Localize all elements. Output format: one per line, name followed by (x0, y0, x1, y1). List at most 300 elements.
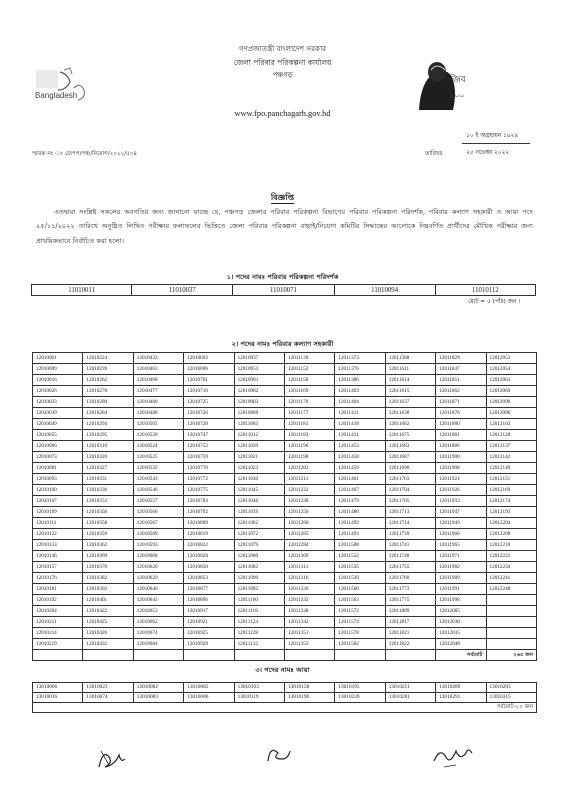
roll-cell: 12011152 (284, 364, 334, 375)
roll-cell: 13010016 (33, 693, 83, 703)
roll-cell: 12011493 (335, 529, 385, 540)
table-row-total (33, 703, 537, 713)
roll-cell: 12010009 (33, 364, 83, 375)
roll-cell: 12011132 (234, 639, 284, 650)
roll-cell: 12010828 (184, 551, 234, 562)
roll-cell: 12010770 (184, 463, 234, 474)
roll-cell: 12012193 (486, 507, 536, 518)
table-row (33, 540, 537, 551)
roll-cell: 12011118 (234, 606, 284, 617)
roll-cell: 12012090 (486, 397, 536, 408)
roll-cell: 13010315 (486, 693, 536, 703)
roll-cell: 12010181 (33, 584, 83, 595)
roll-cell: 12011467 (335, 485, 385, 496)
roll-cell: 12012137 (486, 441, 536, 452)
roll-cell: 12010039 (33, 408, 83, 419)
table-row (33, 364, 537, 375)
roll-cell: 12010157 (33, 562, 83, 573)
roll-cell: 12010710 (184, 386, 234, 397)
roll-cell: 13010074 (83, 693, 133, 703)
roll-cell: 12011080 (234, 551, 284, 562)
roll-cell: 12011886 (436, 441, 486, 452)
roll-cell: 12011177 (284, 408, 334, 419)
svg-text:১০০: ১০০ (449, 91, 465, 100)
roll-cell: 12012030 (436, 617, 486, 628)
roll-cell: 12010284 (83, 408, 133, 419)
roll-cell: 12011760 (385, 573, 435, 584)
roll-cell: 12011588 (385, 353, 435, 364)
roll-cell: 12011100 (234, 595, 284, 606)
roll-cell: 12011821 (385, 628, 435, 639)
roll-cell: 13010103 (234, 683, 284, 693)
district-name: পঞ্চগড় (272, 71, 293, 79)
roll-cell: 12011003 (234, 419, 284, 430)
roll-cell: 12011376 (335, 364, 385, 375)
roll-cell: 12011755 (385, 562, 435, 573)
roll-cell: 12010643 (133, 595, 183, 606)
roll-cell: 12012218 (486, 540, 536, 551)
table-row (33, 606, 537, 617)
roll-cell: 12012063 (486, 375, 536, 386)
roll-cell: 12010370 (83, 562, 133, 573)
signature-1-image (95, 743, 129, 773)
total-label: সর্বমোট (436, 650, 486, 661)
roll-cell: 12010567 (133, 518, 183, 529)
roll-cell: 12011713 (385, 507, 435, 518)
table-row (33, 375, 537, 386)
roll-cell: 12010925 (184, 628, 234, 639)
roll-cell: 12010629 (133, 573, 183, 584)
roll-cell: 12011326 (284, 584, 334, 595)
roll-cell: 13010086 (184, 693, 234, 703)
roll-cell: 12010525 (133, 452, 183, 463)
roll-cell: 12010896 (184, 595, 234, 606)
roll-cell: 13010085 (184, 683, 234, 693)
roll-cell: 12011637 (385, 397, 435, 408)
roll-cell: 12011991 (436, 584, 486, 595)
roll-cell: 12011614 (385, 375, 435, 386)
roll-cell: 12010822 (184, 540, 234, 551)
roll-cell: 12010316 (83, 441, 133, 452)
roll-cell: 12010382 (83, 573, 133, 584)
roll-cell: 12010953 (234, 364, 284, 375)
date-divider (462, 143, 530, 144)
roll-cell: 12010327 (83, 463, 133, 474)
roll-cell: 12011926 (436, 485, 486, 496)
roll-cell: 13010083 (133, 693, 183, 703)
roll-cell: 12010146 (33, 551, 83, 562)
roll-cell: 12012149 (486, 463, 536, 474)
roll-cell: 12010295 (83, 430, 133, 441)
roll-cell: 12010392 (83, 584, 133, 595)
roll-cell: 12011139 (284, 353, 334, 364)
roll-cell: 12011332 (284, 595, 334, 606)
roll-cell: 12010792 (184, 507, 234, 518)
roll-cell: 12011459 (335, 463, 385, 474)
table-row (33, 595, 537, 606)
roll-cell: 12012208 (486, 529, 536, 540)
table-row (33, 628, 537, 639)
roll-cell: 12010100 (33, 485, 83, 496)
roll-cell: 12010353 (83, 496, 133, 507)
roll-cell: 13010190 (284, 693, 334, 703)
roll-cell: 13010251 (385, 683, 435, 693)
roll-cell: 13010023 (83, 683, 133, 693)
roll-cell: 12010928 (184, 639, 234, 650)
roll-cell: 12011380 (335, 375, 385, 386)
table-row (32, 285, 536, 296)
roll-cell: 12012053 (486, 353, 536, 364)
roll-cell: 11010011 (32, 285, 132, 296)
roll-cell: 12010477 (133, 386, 183, 397)
roll-cell: 12011265 (284, 529, 334, 540)
roll-cell: 12011809 (385, 606, 435, 617)
memo-number: স্মারক নং ঃ জেপপ/পঞ্চ/নিয়োগ/২০২২/৫০৪ (32, 151, 138, 157)
roll-cell: 12010055 (33, 430, 83, 441)
roll-cell: 12011714 (385, 518, 435, 529)
roll-cell: 12012054 (486, 364, 536, 375)
roll-cell: 12010759 (184, 452, 234, 463)
table-row (33, 496, 537, 507)
roll-cell: 12012174 (486, 496, 536, 507)
roll-cell: 12010488 (133, 408, 183, 419)
roll-cell: 12010369 (83, 551, 133, 562)
roll-cell: 12010620 (133, 562, 183, 573)
roll-cell: 12011158 (284, 375, 334, 386)
table-row (33, 518, 537, 529)
roll-cell: 12010809 (184, 518, 234, 529)
roll-cell: 12012103 (486, 419, 536, 430)
roll-cell: 12012222 (486, 551, 536, 562)
roll-cell: 12010674 (133, 628, 183, 639)
roll-cell: 12011539 (335, 573, 385, 584)
roll-cell: 12011881 (436, 430, 486, 441)
roll-cell: 12011411 (335, 408, 385, 419)
table-row (33, 562, 537, 573)
roll-cell: 12010989 (234, 408, 284, 419)
roll-cell: 12011012 (234, 430, 284, 441)
roll-cell: 12010726 (184, 408, 234, 419)
roll-cell: 13010119 (234, 693, 284, 703)
roll-cell: 12010505 (133, 419, 183, 430)
notice-title: বিজ্ঞপ্তি (270, 192, 295, 202)
roll-cell: 12011578 (335, 628, 385, 639)
roll-cell: 12010433 (133, 353, 183, 364)
roll-cell: 12010214 (33, 628, 83, 639)
roll-cell: 11010037 (132, 285, 233, 296)
website-link[interactable]: www.fpo.panchagarh.gov.bd (234, 109, 331, 118)
roll-cell: 13010158 (284, 683, 334, 693)
roll-cell: 12011947 (436, 507, 486, 518)
roll-cell: 12011079 (234, 540, 284, 551)
roll-cell: 12011403 (335, 386, 385, 397)
roll-cell: 12011351 (284, 628, 334, 639)
roll-cell: 12011880 (436, 419, 486, 430)
roll-cell: 12010752 (184, 441, 234, 452)
roll-cell: 12011965 (436, 540, 486, 551)
post3-title: ৩। পদের নামঃ আয়া (255, 666, 310, 674)
post2-title: ২। পদের নামঃ পরিবার কল্যাণ সহকারী (231, 340, 334, 348)
roll-cell: 12011492 (335, 518, 385, 529)
table-row (33, 693, 537, 703)
post1-title: ১। পদের নামঃ পরিবার পরিকল্পনা পরিদর্শক (226, 273, 339, 281)
roll-cell: 12010133 (33, 540, 83, 551)
roll-cell (184, 650, 234, 661)
roll-cell: 12011638 (385, 408, 435, 419)
roll-cell (83, 650, 133, 661)
roll-cell: 12010211 (33, 617, 83, 628)
roll-cell: 12011741 (385, 540, 435, 551)
roll-cell: 12011687 (385, 452, 435, 463)
roll-cell: 12010401 (83, 595, 133, 606)
total-label: সর্বমোট-২০ জন (33, 703, 537, 713)
roll-cell: 13010281 (385, 693, 435, 703)
roll-cell: 12010775 (184, 485, 234, 496)
roll-cell: 12010546 (133, 485, 183, 496)
roll-cell: 12010107 (33, 496, 83, 507)
roll-cell: 13010289 (436, 683, 486, 693)
roll-cell: 12010524 (133, 441, 183, 452)
roll-cell: 12010422 (83, 606, 133, 617)
roll-cell: 11010071 (233, 285, 334, 296)
roll-cell: 12011871 (436, 397, 486, 408)
table-row (33, 683, 537, 693)
roll-cell (486, 617, 536, 628)
table-row-total (33, 650, 537, 661)
roll-cell: 13010295 (486, 683, 536, 693)
roll-cell: 12011431 (335, 430, 385, 441)
roll-cell: 12011703 (385, 474, 435, 485)
roll-cell (133, 650, 183, 661)
roll-cell: 12010543 (133, 474, 183, 485)
roll-cell: 12011284 (284, 540, 334, 551)
roll-cell: 12010983 (234, 397, 284, 408)
table-row (33, 551, 537, 562)
roll-cell: 12010280 (83, 397, 133, 408)
roll-cell: 12011338 (284, 606, 334, 617)
table-row (33, 452, 537, 463)
date-label: তারিখঃ (425, 151, 443, 157)
roll-cell: 12010176 (33, 573, 83, 584)
table-row (33, 584, 537, 595)
table-row (33, 419, 537, 430)
roll-cell: 12011949 (436, 518, 486, 529)
roll-cell: 12010432 (83, 639, 133, 650)
roll-cell: 12010001 (33, 353, 83, 364)
roll-cell: 12010640 (133, 584, 183, 595)
roll-cell: 12011045 (234, 485, 284, 496)
roll-cell: 12011924 (436, 474, 486, 485)
post1-roll-table (31, 284, 536, 296)
roll-cell: 12011260 (284, 518, 334, 529)
roll-cell: 12011020 (234, 441, 284, 452)
roll-cell: 11010094 (334, 285, 435, 296)
roll-cell: 12011704 (385, 485, 435, 496)
roll-cell: 12011222 (284, 485, 334, 496)
roll-cell: 12010468 (133, 375, 183, 386)
govt-title: গণপ্রজাতন্ত্রী বাংলাদেশ সরকার (238, 44, 327, 53)
roll-cell: 12011311 (284, 562, 334, 573)
roll-cell: 12010728 (184, 419, 234, 430)
roll-cell: 12012169 (486, 485, 536, 496)
roll-cell: 12010219 (33, 639, 83, 650)
roll-cell: 12011998 (436, 595, 486, 606)
roll-cell: 12011748 (385, 551, 435, 562)
roll-cell: 12011250 (284, 507, 334, 518)
roll-cell: 12010937 (234, 353, 284, 364)
roll-cell: 12011461 (335, 474, 385, 485)
roll-cell: 12010850 (184, 562, 234, 573)
total-value: ২৬৫ জন (486, 650, 536, 661)
table-row (33, 507, 537, 518)
roll-cell (486, 639, 536, 650)
roll-cell: 12012096 (486, 408, 536, 419)
roll-cell: 12010783 (184, 496, 234, 507)
roll-cell: 12010016 (33, 375, 83, 386)
roll-cell: 12011560 (335, 584, 385, 595)
table-row (33, 397, 537, 408)
roll-cell: 12010566 (133, 507, 183, 518)
roll-cell: 12010608 (133, 551, 183, 562)
roll-cell: 12011817 (385, 617, 435, 628)
roll-cell: 12011458 (335, 452, 385, 463)
table-row (33, 441, 537, 452)
roll-cell: 12011169 (284, 386, 334, 397)
roll-cell: 12011453 (335, 441, 385, 452)
table-row (33, 463, 537, 474)
roll-cell: 12011535 (335, 562, 385, 573)
roll-cell: 12011829 (436, 353, 486, 364)
roll-cell: 12011059 (234, 507, 284, 518)
roll-cell: 12012151 (486, 474, 536, 485)
roll-cell: 12011181 (284, 419, 334, 430)
roll-cell: 12010692 (184, 353, 234, 364)
roll-cell: 12011404 (335, 397, 385, 408)
roll-cell: 12011046 (234, 496, 284, 507)
roll-cell: 12012248 (486, 584, 536, 595)
table-row (33, 408, 537, 419)
roll-cell: 12012035 (436, 628, 486, 639)
signature-2-image (264, 743, 294, 765)
table-row (33, 386, 537, 397)
roll-cell: 12010981 (234, 375, 284, 386)
roll-cell: 12011847 (436, 364, 486, 375)
roll-cell: 12011203 (284, 463, 334, 474)
roll-cell: 12010653 (133, 606, 183, 617)
roll-cell: 12011989 (436, 573, 486, 584)
roll-cell: 12010725 (184, 397, 234, 408)
roll-cell: 12010921 (184, 617, 234, 628)
roll-cell: 12011563 (335, 595, 385, 606)
roll-cell (486, 628, 536, 639)
roll-cell: 12010772 (184, 474, 234, 485)
roll-cell: 12010358 (83, 518, 133, 529)
roll-cell: 12010557 (133, 496, 183, 507)
roll-cell: 12012128 (486, 430, 536, 441)
roll-cell: 12011238 (284, 496, 334, 507)
roll-cell: 12010111 (33, 518, 83, 529)
roll-cell: 12011479 (335, 496, 385, 507)
roll-cell: 12010362 (83, 540, 133, 551)
roll-cell: 12010917 (184, 606, 234, 617)
roll-cell: 12011211 (284, 474, 334, 485)
roll-cell: 12010593 (133, 540, 183, 551)
date-english: ২৫ নভেম্বর ২০২২ (466, 150, 510, 156)
roll-cell: 12010049 (33, 419, 83, 430)
roll-cell: 12011030 (234, 474, 284, 485)
roll-cell: 13010291 (436, 693, 486, 703)
roll-cell: 12011198 (284, 452, 334, 463)
table-row (33, 529, 537, 540)
svg-text:Bangladesh: Bangladesh (35, 91, 78, 100)
table-row (33, 573, 537, 584)
roll-cell: 12010122 (33, 529, 83, 540)
roll-cell: 12011023 (234, 463, 284, 474)
roll-cell: 12011775 (385, 595, 435, 606)
roll-cell: 12011480 (335, 507, 385, 518)
roll-cell: 12012048 (436, 639, 486, 650)
roll-cell: 12010026 (33, 386, 83, 397)
roll-cell: 13010082 (133, 683, 183, 693)
roll-cell: 12010239 (83, 364, 133, 375)
roll-cell: 12011316 (284, 573, 334, 584)
roll-cell: 12010109 (33, 507, 83, 518)
roll-cell (486, 606, 536, 617)
roll-cell: 12011982 (436, 562, 486, 573)
table-row (33, 639, 537, 650)
roll-cell: 12011128 (234, 628, 284, 639)
roll-cell: 13010239 (335, 693, 385, 703)
roll-cell: 12011021 (234, 452, 284, 463)
roll-cell: 12011072 (234, 529, 284, 540)
roll-cell: 12010701 (184, 375, 234, 386)
post1-total: মোট = ৫ (পাঁচ) জন । (468, 299, 521, 305)
roll-cell: 12010662 (133, 617, 183, 628)
roll-cell: 12011662 (385, 419, 435, 430)
roll-cell: 12011971 (436, 551, 486, 562)
table-row (33, 353, 537, 364)
roll-cell: 12011960 (436, 529, 486, 540)
roll-cell: 12012204 (486, 518, 536, 529)
roll-cell: 12011418 (335, 419, 385, 430)
table-row (33, 617, 537, 628)
roll-cell: 12010033 (33, 397, 83, 408)
signature-3-image (430, 741, 474, 771)
table-row (33, 485, 537, 496)
roll-cell: 12011196 (284, 441, 334, 452)
roll-cell: 12010356 (83, 507, 133, 518)
post2-roll-table (32, 352, 537, 661)
roll-cell: 12011822 (385, 639, 435, 650)
roll-cell (33, 650, 83, 661)
roll-cell: 12011683 (385, 441, 435, 452)
roll-cell: 12010819 (184, 529, 234, 540)
roll-cell: 12010224 (83, 353, 133, 364)
roll-cell: 12011773 (385, 584, 435, 595)
roll-cell: 12010192 (33, 595, 83, 606)
roll-cell: 12011739 (385, 529, 435, 540)
roll-cell: 12011572 (335, 606, 385, 617)
office-title: জেলা পরিবার পরিকল্পনা কার্যালয় (233, 58, 332, 67)
mujib-logo-icon (413, 58, 475, 114)
roll-cell: 12011353 (284, 639, 334, 650)
roll-cell: 12010589 (133, 529, 183, 540)
roll-cell: 12011522 (335, 551, 385, 562)
roll-cell (486, 595, 536, 606)
roll-cell: 12011170 (284, 397, 334, 408)
roll-cell: 12011574 (335, 617, 385, 628)
roll-cell (284, 650, 334, 661)
